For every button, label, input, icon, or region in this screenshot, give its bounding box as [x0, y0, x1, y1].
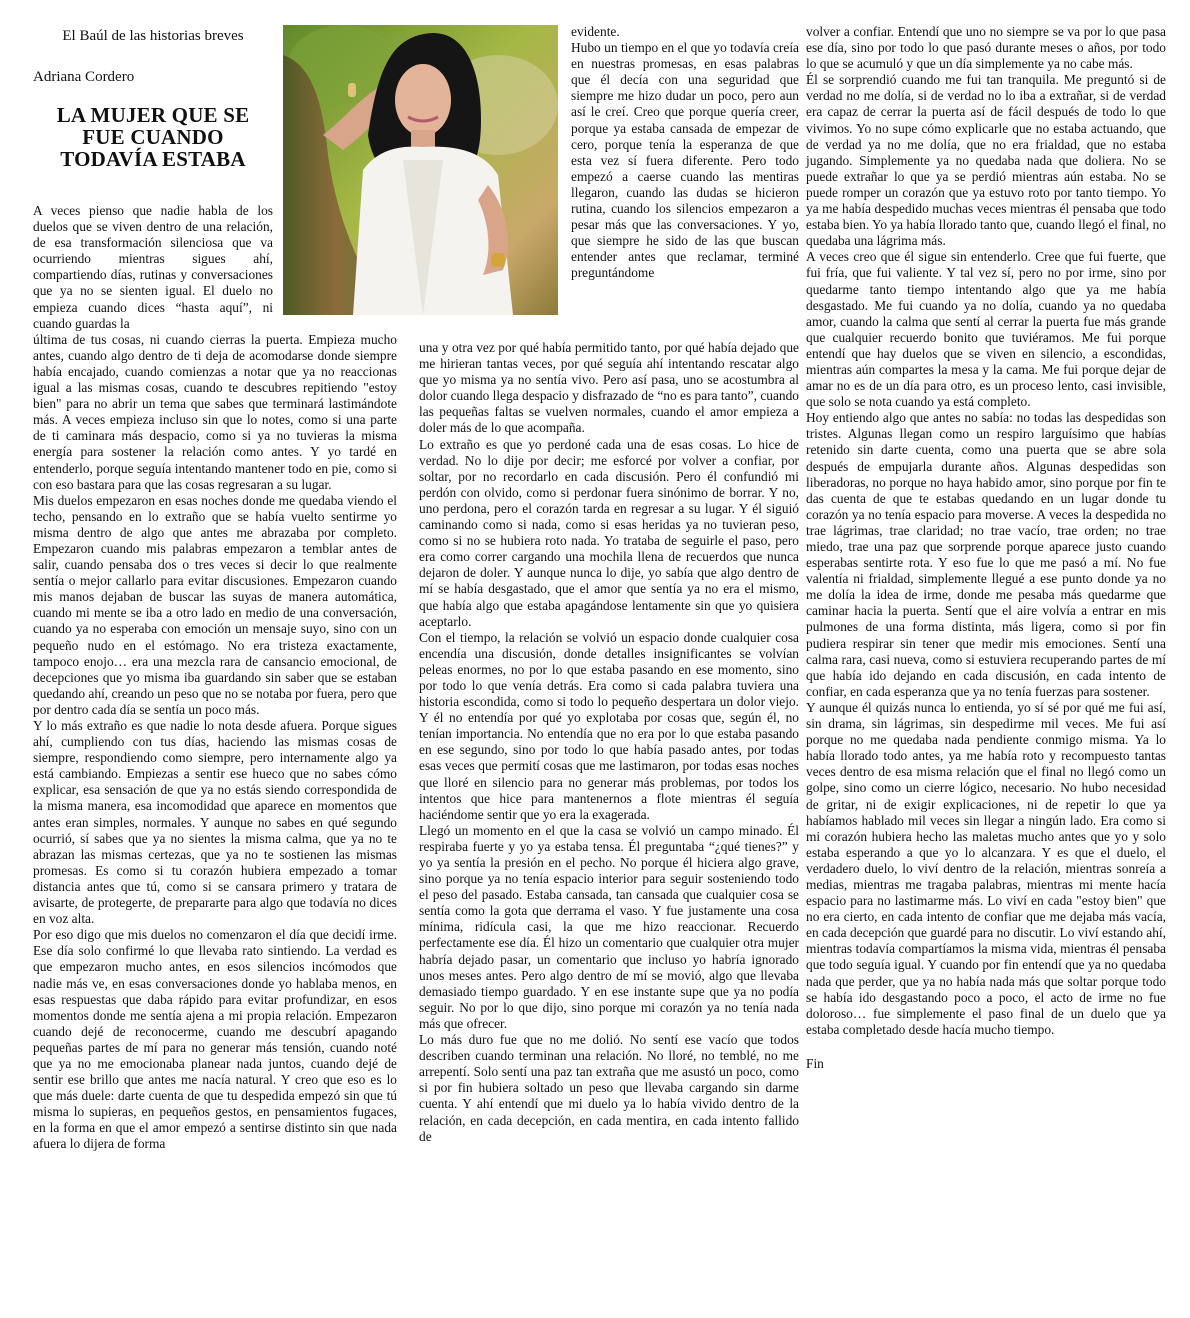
- paragraph: Con el tiempo, la relación se volvió un espacio donde cualquier cosa encendía una discusión, donde detalles insignificantes se volvían peleas enormes, no por lo que estaba pasando en ese momento, sino por todo lo que venía detrás. Era como si cada palabra tuviera una historia escondida, como si todo lo pequeño despertara un dolor viejo. Y él no entendía por qué yo explotaba por cosas que, según él, no tenían importancia. No entendía que no era por lo que estaba pasando en ese segundo, sino por todo lo que había pasado antes, por todas esas veces que permití cosas que me lastimaron, por todas esas noches que lloré en silencio para no generar más problemas, por todos los intentos que hice para mantenernos a flote mientras él seguía haciéndome sentir que yo era la exagerada.: [419, 629, 799, 822]
- column-1: [33, 203, 397, 1153]
- paragraph: Lo más duro fue que no me dolió. No sentí ese vacío que todos describen cuando terminan una relación. No lloré, no temblé, no me arrepentí. Solo sentí una paz tan extraña que me asustó un poco, como si por fin hubiera soltado un peso que llevaba cargando sin darme cuenta. Y ahí entendí que mi duelo ya lo había vivido dentro de la relación, en cada decepción, en cada mentira, en cada intento fallido de: [419, 1032, 799, 1144]
- paragraph: evidente.: [571, 24, 620, 39]
- paragraph: última de tus cosas, ni cuando cierras la puerta. Empieza mucho antes, cuando algo dentro de ti deja de acomodarse donde siempre había encajado, cuando comienzas a notar que ya no reaccionas igual a las mismas cosas, cuando te descubres repitiendo "estoy bien" para no abrir un tema que sabes que terminará lastimándote más. A veces empieza incluso sin que lo notes, como si una parte de ti caminara más despacio, como si ya no tuvieras la misma energía para sostener la relación como antes. Y yo tardé en entenderlo, porque seguía intentando mantener todo en pie, como si con eso bastara para que las cosas regresaran a su lugar.: [33, 331, 397, 492]
- paragraph: Lo extraño es que yo perdoné cada una de esas cosas. Lo hice de verdad. No lo dije por decir; me esforcé por volver a confiar, por soltar, por no recordarlo en cada discusión. Pero él confundió mi perdón con olvido, como si perdonar fuera sinónimo de borrar. Y no, uno perdona, pero el corazón tarda en regresar a su lugar. Y él siguió caminando como si nada, como si esas heridas ya no tuvieran peso, como si no se hubiera roto nada. Yo trataba de seguirle el paso, pero era como correr cargando una mochila llena de recuerdos que nunca dejaron de doler. Y aunque nunca lo dije, yo sabía que algo dentro de mí se había desgastado, que el amor que sentía ya no era el mismo, que había algo que estaba apagándose lentamente sin que yo quisiera aceptarlo.: [419, 436, 799, 629]
- series-name: El Baúl de las historias breves: [62, 28, 244, 44]
- paragraph: Mis duelos empezaron en esas noches donde me quedaba viendo el techo, pensando en lo extraño que se había vuelto sentirme yo misma dentro de algo que antes me abrazaba por completo. Empezaron cuando mis palabras empezaron a temblar antes de salir, cuando pensaba dos o tres veces si decir lo que realmente sentía o mejor callarlo para evitar discusiones. Empezaron cuando mis manos dejaban de buscar las suyas de manera automática, cuando mi mente se iba a otro lado en medio de una conversación, cuando ya no esperaba con emoción un mensaje suyo, sino con un pequeño nudo en el estómago. No era tristeza exactamente, tampoco enojo… era una mezcla rara de cansancio emocional, de decepciones que yo misma iba guardando sin saber que se estaban quedando ahí, creando un peso que no se notaba por fuera, pero que por dentro cada día se sentía un poco más.: [33, 492, 397, 717]
- face: [395, 64, 451, 136]
- paragraph: Hoy entiendo algo que antes no sabía: no todas las despedidas son tristes. Algunas llegan como un respiro larguísimo que habías retenido sin darte cuenta, como una puerta que se abre sola después de empujarla durante años. Algunas despedidas son liberadoras, no porque no haya habido amor, sino porque por fin te das cuenta de que te estabas quedando en un lugar donde tu corazón ya no tenía espacio para moverse. A veces la despedida no trae lágrimas, trae claridad; no trae vacío, trae orden; no trae miedo, trae una paz que sorprende porque aparece justo cuando esperabas sentirte rota. Y eso fue lo que me pasó a mí. No fue valentía ni frialdad, simplemente llegué a ese punto donde ya no me dolía la idea de irme, donde me pesaba más quedarme que caminar hacia la puerta. Sentí que el aire volvía a entrar en mis pulmones de una forma distinta, más ligera, como si por fin pudiera respirar sin tener que medir mis emociones. Sentí una calma rara, casi nueva, como si estuviera recuperando partes de mí que había ido dejando en cada discusión, en cada intento de confiar, en cada esperanza que ya no tenía fuerzas para sostener.: [806, 410, 1166, 699]
- column-3: [806, 24, 1166, 1072]
- paragraph: volver a confiar. Entendí que uno no siempre se va por lo que pasa ese día, sino por todo lo que pasó durante meses o años, por todo lo que se acumuló y que un día simplemente ya no cabe más.: [806, 24, 1166, 72]
- title-line: TODAVÍA ESTABA: [60, 147, 246, 171]
- author-name: Adriana Cordero: [33, 69, 135, 85]
- paragraph: A veces creo que él sigue sin entenderlo. Cree que fui fuerte, que fui fría, que fui valiente. Y tal vez sí, pero no por irme, sino por quedarme tanto tiempo intentando algo que ya me había desgastado. Me fui cuando ya no dolía, cuando ya no quedaba amor, cuando la calma que sentí al cerrar la puerta fue más grande que cualquier recuerdo bonito que tuviéramos. Me fui porque entendí que hay duelos que se viven en silencio, a escondidas, mientras aún compartes la mesa y la cama. Me fui porque dejar de amar no es de un día para otro, es un proceso lento, casi invisible, que solo se nota cuando ya está completo.: [806, 249, 1166, 410]
- wristwatch: [491, 253, 505, 267]
- paragraph: Llegó un momento en el que la casa se volvió un campo minado. Él respiraba fuerte y yo ya estaba tensa. Él preguntaba “¿qué tienes?” y yo ya sentía la presión en el pecho. No porque él hiciera algo grave, sino porque ya no tenía espacio interior para seguir sosteniendo todo el peso del pasado. Estaba cansada, tan cansada que cualquier cosa se sentía como la gota que derrama el vaso. Y fue justamente una cosa mínima, ridícula casi, la que me hizo reaccionar. Recuerdo perfectamente ese día. Él hizo un comentario que cualquier otra mujer habría dejado pasar, un comentario que incluso yo habría ignorado unos meses antes. Pero algo dentro de mí se movió, algo que llevaba demasiado tiempo guardado. Y en ese instante supe que ya no podía seguir. No por lo que dijo, sino porque mi corazón ya no tenía nada más que ofrecer.: [419, 822, 799, 1031]
- paragraph: Y lo más extraño es que nadie lo nota desde afuera. Porque sigues ahí, cumpliendo con tus días, haciendo las mismas cosas de siempre, respondiendo como siempre, pero internamente algo ya está cambiando. Empiezas a sentir ese hueco que no sabes cómo explicar, esa sensación de que ya no estás siendo correspondida de la misma manera, esa incomodidad que aparece en momentos que antes eran simples, normales. Y aunque no sabes en qué segundo ocurrió, sí sabes que ya no sientes la misma calma, que ya no te abrazan las mismas certezas, que ya no te sostienen las mismas promesas. Es como si tu corazón hubiera empezado a tomar distancia antes que tú, como si se cansara primero y tratara de avisarte, de protegerte, de prepararte para algo que todavía no dices en voz alta.: [33, 718, 397, 927]
- paragraph: A veces pienso que nadie habla de los duelos que se viven dentro de una relación, de esa transformación silenciosa que va ocurriendo mientras sigues ahí, compartiendo días, rutinas y conversaciones que ya no se sienten igual. El duelo no empieza cuando dices “hasta aquí”, ni cuando guardas la: [33, 203, 273, 331]
- paragraph: Él se sorprendió cuando me fui tan tranquila. Me preguntó si de verdad no me dolía, si de verdad no lo iba a extrañar, si de verdad era capaz de cerrar la puerta así de fácil después de todo lo que vivimos. Yo no supe cómo explicarle que no estaba actuando, que de verdad ya no me dolía, que no era frialdad, que no estaba jugando. Simplemente ya no quedaba nada que doliera. No se puede extrañar lo que ya se perdió mientras aún estaba. No se puede romper un corazón que ya estuvo roto por tanto tiempo. Yo ya me había despedido muchas veces mientras él pensaba que todo estaba bien. Yo ya había llorado tanto que, cuando llegó el final, no quedaba una lágrima más.: [806, 72, 1166, 249]
- article-title: [33, 104, 273, 170]
- title-line: LA MUJER QUE SE: [56, 103, 250, 127]
- paragraph: Por eso digo que mis duelos no comenzaron el día que decidí irme. Ese día solo confirmé lo que llevaba rato sintiendo. La verdad es que empezaron mucho antes, en esos silencios incómodos que nadie más ve, en esas conversaciones donde yo hablaba menos, en esas respuestas que daba rápido para evitar profundizar, en esos momentos donde me sentía ajena a mi propia relación. Empezaron cuando dejé de reconocerme, cuando me descubrí apagando pequeñas partes de mí para no generar más tensión, cuando noté que ya no me emocionaba planear nada juntos, cuando dejé de sentir ese brillo que antes me nacía natural. Y creo que eso es lo que más duele: darte cuenta de que tu despedida empezó sin que tú misma lo supieras, en pequeños gestos, en pensamientos fugaces, en la forma en que el amor empezó a sentirse distinto sin que nada afuera lo dijera de forma: [33, 927, 397, 1152]
- ending-mark: Fin: [806, 1055, 824, 1071]
- column-2: [419, 340, 799, 1145]
- column-2-top: [571, 24, 799, 282]
- paragraph: Y aunque él quizás nunca lo entienda, yo sí sé por qué me fui así, sin drama, sin lágrimas, sin despedirme mil veces. Me fui así porque no me quedaba nada pendiente conmigo misma. Ya lo había llorado todo antes, ya me había roto y recompuesto tantas veces dentro de esa misma relación que el final no llegó como un golpe, sino como un cierre lógico, necesario. No hubo necesidad de gritar, ni de exigir explicaciones, ni de repetir lo que ya habíamos hablado mil veces sin llegar a ningún lado. Era como si mi corazón hubiera hecho las maletas mucho antes que yo y solo estaba esperando a que yo lo alcanzara. Y es que el duelo, el verdadero duelo, lo viví dentro de la relación, mientras sonreía a medias, mientras me tragaba palabras, mientras mi mente hacía espacio para no lastimarme más. Lo viví en cada "estoy bien" que no era cierto, en cada intento de confiar que me dejaba más vacía, en cada decepción que guardé para no discutir. Lo viví estando ahí, mientras todavía compartíamos la misma vida, mientras él pensaba que todo seguía igual. Y cuando por fin entendí que ya no quedaba nada que perder, que ya no había nada más que soltar porque todo se había ido desgastando poco a poco, el acto de irme no fue doloroso… fue simplemente el paso final de un duelo que ya estaba completado desde hacía mucho tiempo.: [806, 699, 1166, 1037]
- paragraph: Hubo un tiempo en el que yo todavía creía en nuestras promesas, en esas palabras que él decía con una seguridad que siempre me hizo dudar un poco, pero aun así le creí. Creo que porque quería creer, porque ya estaba cansada de empezar de cero, porque tenía la esperanza de que esta vez sí fuera diferente. Pero todo empezó a caerse cuando las mentiras llegaron, cuando las dudas se hicieron rutina, cuando los silencios empezaron a pesar más que las conversaciones. Y yo, que siempre he sido de las que buscan entender antes que reclamar, terminé preguntándome: [571, 40, 799, 281]
- title-line: FUE CUANDO: [82, 125, 224, 149]
- article-header: [33, 24, 273, 170]
- paragraph: una y otra vez por qué había permitido tanto, por qué había dejado que me hirieran tantas veces, por qué seguía ahí intentando rescatar algo que yo misma ya no sentía vivo. Pero así pasa, uno se acostumbra al dolor cuando llega despacio y disfrazado de “no es para tanto”, cuando las pequeñas faltas se vuelven normales, cuando el amor empieza a doler más de lo que acompaña.: [419, 340, 799, 436]
- bracelet: [348, 83, 356, 97]
